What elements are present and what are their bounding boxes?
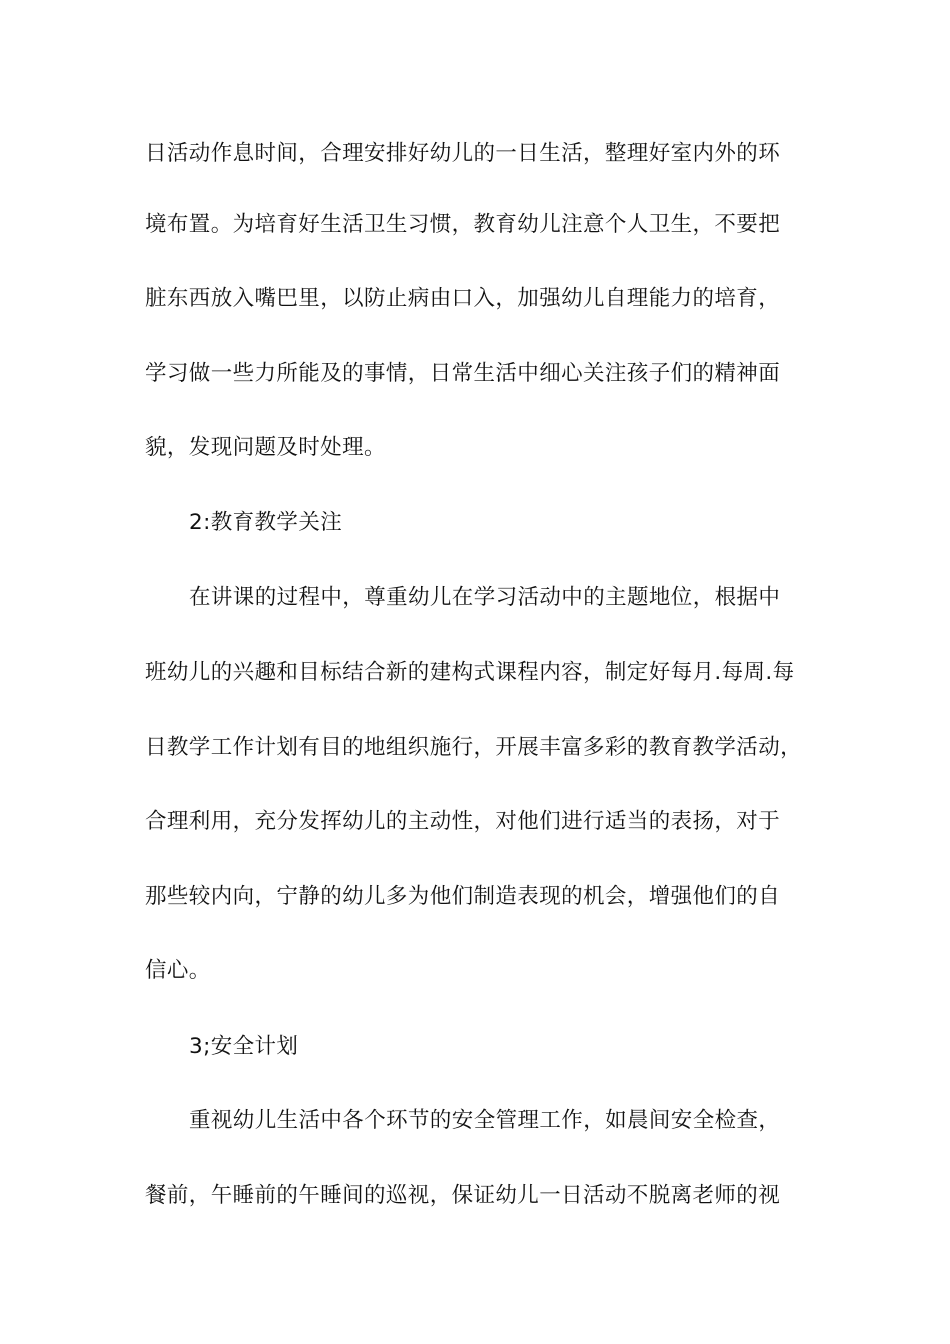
section-heading: 2:教育教学关注 [189, 510, 343, 535]
paragraph-line: 日教学工作计划有目的地组织施行，开展丰富多彩的教育教学活动， [145, 735, 803, 760]
paragraph-line: 合理利用，充分发挥幼儿的主动性，对他们进行适当的表扬，对于 [145, 809, 781, 834]
paragraph-line: 餐前，午睡前的午睡间的巡视，保证幼儿一日活动不脱离老师的视 [145, 1183, 781, 1208]
paragraph-line: 在讲课的过程中，尊重幼儿在学习活动中的主题地位，根据中 [189, 585, 781, 610]
paragraph-line: 脏东西放入嘴巴里，以防止病由口入，加强幼儿自理能力的培育， [145, 286, 781, 311]
paragraph-line: 那些较内向，宁静的幼儿多为他们制造表现的机会，增强他们的自 [145, 884, 781, 909]
section-heading: 3;安全计划 [189, 1034, 299, 1059]
paragraph-line: 班幼儿的兴趣和目标结合新的建构式课程内容，制定好每月.每周.每 [145, 660, 795, 685]
paragraph-line: 信心。 [145, 958, 211, 983]
paragraph-line: 境布置。为培育好生活卫生习惯，教育幼儿注意个人卫生，不要把 [145, 212, 781, 237]
paragraph-line: 貌，发现问题及时处理。 [145, 435, 386, 460]
paragraph-line: 日活动作息时间，合理安排好幼儿的一日生活，整理好室内外的环 [145, 141, 781, 166]
paragraph-line: 学习做一些力所能及的事情，日常生活中细心关注孩子们的精神面 [145, 361, 781, 386]
paragraph-line: 重视幼儿生活中各个环节的安全管理工作，如晨间安全检查， [189, 1108, 781, 1133]
